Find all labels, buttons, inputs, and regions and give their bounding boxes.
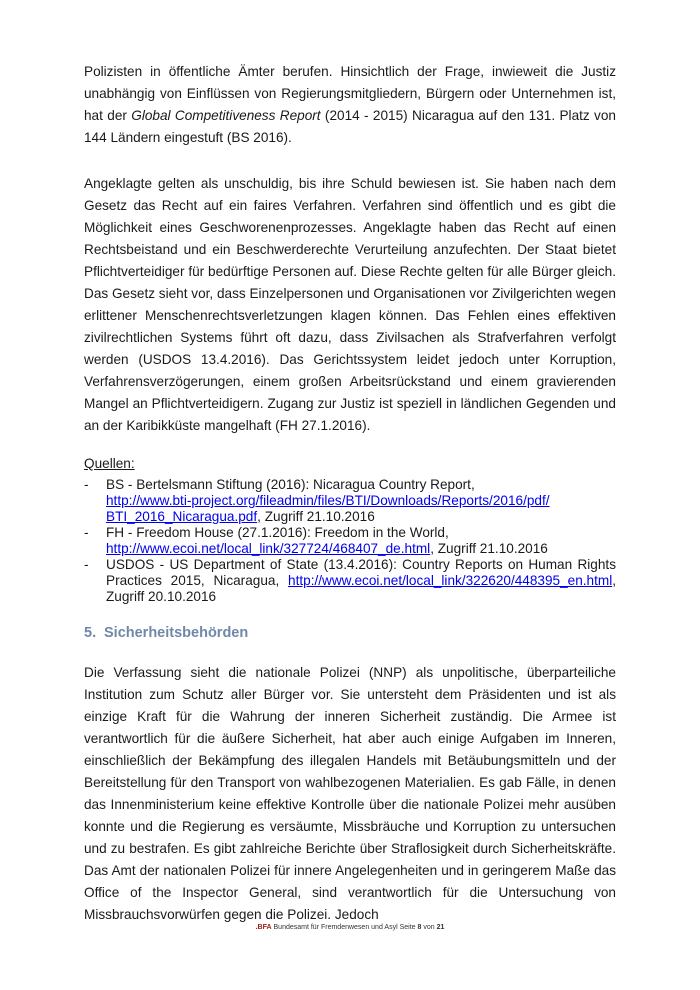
page-total: 21 — [436, 924, 445, 931]
text: Polizisten in öffentliche Ämter berufen. Hinsichtlich der Frage, inwieweit die Justiz unabhängig von Einflüssen von Regierungsmitgliedern, Bürgern oder Unternehmen ist, hat der — [84, 64, 616, 123]
page-number: 8 — [417, 924, 422, 931]
source-item — [84, 557, 616, 605]
paragraph-judiciary-ranking — [84, 61, 616, 149]
access-date: , Zugriff 20.10.2016 — [106, 573, 616, 604]
source-item — [84, 525, 616, 557]
paragraph-security-forces: Die Verfassung sieht die nationale Polizei (NNP) als unpolitische, überparteiliche Institution zum Schutz aller Bürger vor. Sie untersteht dem Präsidenten und ist als einzige Kraft für die Wahrung der inneren Sicherheit zuständig. Die Armee ist verantwortlich für die äußere Sicherheit, hat aber auch einige Aufgaben im Inneren, einschließlich der Bekämpfung des illegalen Handels mit Betäubungsmitteln und der Bereitstellung für den Transport von wahlbezogenen Materialien. Es gab Fälle, in denen das Innenministerium keine effektive Kontrolle über die nationale Polizei mehr ausüben konnte und die Regierung es versäumte, Missbräuche und Korruption zu untersuchen und zu bestrafen. Es gibt zahlreiche Berichte über Straflosigkeit durch Sicherheitskräfte. Das Amt der nationalen Polizei für innere Angelegenheiten und in geringerem Maße das Office of the Inspector General, sind verantwortlich für die Untersuchung von Missbrauchsvorwürfen gegen die Polizei. Jedoch — [84, 665, 616, 922]
bullet-dash: - — [84, 477, 89, 492]
source-link[interactable]: http://www.bti-project.org/fileadmin/files/BTI/Downloads/Reports/2016/pdf/ BTI_2016_Nicaragua.pdf — [106, 493, 550, 524]
section-number: 5. — [84, 625, 97, 641]
sources-heading: Quellen: — [84, 456, 135, 471]
bfa-logo: .BFA — [255, 924, 272, 931]
footer-org: Bundesamt für Fremdenwesen und Asyl Seite — [271, 924, 418, 931]
source-link[interactable]: http://www.ecoi.net/local_link/327724/468407_de.html — [106, 541, 431, 556]
bullet-dash: - — [84, 557, 89, 572]
report-title: Global Competitiveness Report — [131, 108, 321, 123]
section-title: Sicherheitsbehörden — [104, 625, 249, 641]
text: (2014 - 2015) Nicaragua auf den 131. Platz von 144 Ländern eingestuft (BS 2016). — [84, 108, 616, 145]
footer-of: von — [421, 924, 437, 931]
access-date: , Zugriff 21.10.2016 — [257, 509, 375, 524]
bullet-dash: - — [84, 525, 89, 540]
access-date: , Zugriff 21.10.2016 — [430, 541, 548, 556]
source-text: USDOS - US Department of State (13.4.2016): Country Reports on Human Rights Practices 2015, Nicaragua, — [106, 557, 616, 588]
source-text: BS - Bertelsmann Stiftung (2016): Nicaragua Country Report, — [106, 477, 475, 492]
section-heading — [84, 625, 248, 641]
source-link[interactable]: http://www.ecoi.net/local_link/322620/448395_en.html — [288, 573, 613, 588]
source-item — [84, 477, 616, 525]
paragraph-defendant-rights: Angeklagte gelten als unschuldig, bis ihre Schuld bewiesen ist. Sie haben nach dem Gesetz das Recht auf ein faires Verfahren. Verfahren sind öffentlich und es gibt die Möglichkeit eines Geschworenenprozesses. Angeklagte haben das Recht auf einen Rechtsbeistand und ein Beschwerderechte Verurteilung anzufechten. Der Staat bietet Pflichtverteidiger für bedürftige Personen auf. Diese Rechte gelten für alle Bürger gleich. Das Gesetz sieht vor, dass Einzelpersonen und Organisationen vor Zivilgerichten wegen erlittener Menschenrechtsverletzungen klagen können. Das Fehlen eines effektiven zivilrechtlichen Systems führt oft dazu, dass Zivilsachen als Strafverfahren verfolgt werden (USDOS 13.4.2016). Das Gerichtssystem leidet jedoch unter Korruption, Verfahrensverzögerungen, einem großen Arbeitsrückstand und einem gravierenden Mangel an Pflichtverteidigern. Zugang zur Justiz ist speziell in ländlichen Gegenden und an der Karibikküste mangelhaft (FH 27.1.2016). — [84, 176, 616, 433]
source-text: FH - Freedom House (27.1.2016): Freedom in the World, — [106, 525, 449, 540]
page-footer — [0, 924, 700, 931]
sources-list — [84, 477, 616, 605]
